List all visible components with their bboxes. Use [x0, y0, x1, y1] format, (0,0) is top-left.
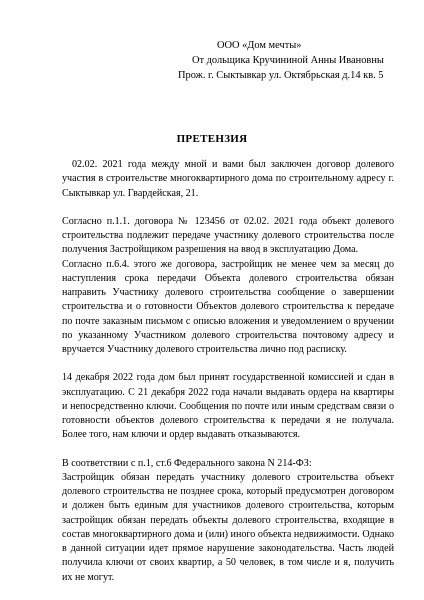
- document-body: [62, 158, 394, 585]
- sender-name: От дольщика Кручининой Анны Ивановны: [192, 55, 384, 66]
- paragraph-clause-1-1: Согласно п.1.1. договора № 123456 от 02.02. 2021 года объект долевого строительства подлежит передаче участнику долевого строительства после получения Застройщиком разрешения на ввод в эксплуатацию Дома.: [62, 215, 394, 256]
- recipient-org: ООО «Дом мечты»: [217, 40, 302, 51]
- paragraph-contract-date: 02.02. 2021 года между мной и вами был заключен договор долевого участия в строительстве многоквартирного дома по строительному адресу г. Сыктывкар ул. Гвардейская, 21.: [62, 159, 394, 199]
- paragraph-clause-6-4: Согласно п.6.4. этого же договора, застройщик не менее чем за месяц до наступления срока передачи Объекта долевого строительства обязан направить Участнику долевого строительства сообщение о завершении строительства и о готовности Объектов долевого строительства к передаче по почте заказным письмом с описью вложения и уведомлением о вручении по указанному Участником долевого строительства почтовому адресу и вручается Участнику долевого строительства лично под расписку.: [62, 258, 394, 355]
- sender-address: Прож. г. Сыктывкар ул. Октябрьская д.14 кв. 5: [178, 70, 384, 81]
- paragraph-law-text: Застройщик обязан передать участнику долевого строительства объект долевого строительства не позднее срока, который предусмотрен договором и должен быть единым для участников долевого строительства, которым застройщик обязан передать объекты долевого строительства, входящие в состав многоквартирного дома и (или) иного объекта недвижимости. Однако в данной ситуации идет прямое нарушение законодательства. Часть людей получила ключи от своих квартир, а 50 человек, в том числе и я, получить их не могут.: [62, 471, 394, 583]
- document-title: ПРЕТЕНЗИЯ: [176, 133, 248, 145]
- addressee-block: [178, 38, 398, 83]
- paragraph-commissioning: 14 декабря 2022 года дом был принят государственной комиссией и сдан в эксплуатацию. С 21 декабря 2022 года начали выдавать ордера на квартиры и непосредственно ключи. Сообщения по почте или иным средствам связи о готовности объектов долевого строительства к передачи я не получала. Более того, нам ключи и ордер выдавать отказываются.: [62, 372, 394, 441]
- paragraph-law-reference: В соответствии с п.1, ст.6 Федерального закона N 214-ФЗ:: [62, 457, 312, 469]
